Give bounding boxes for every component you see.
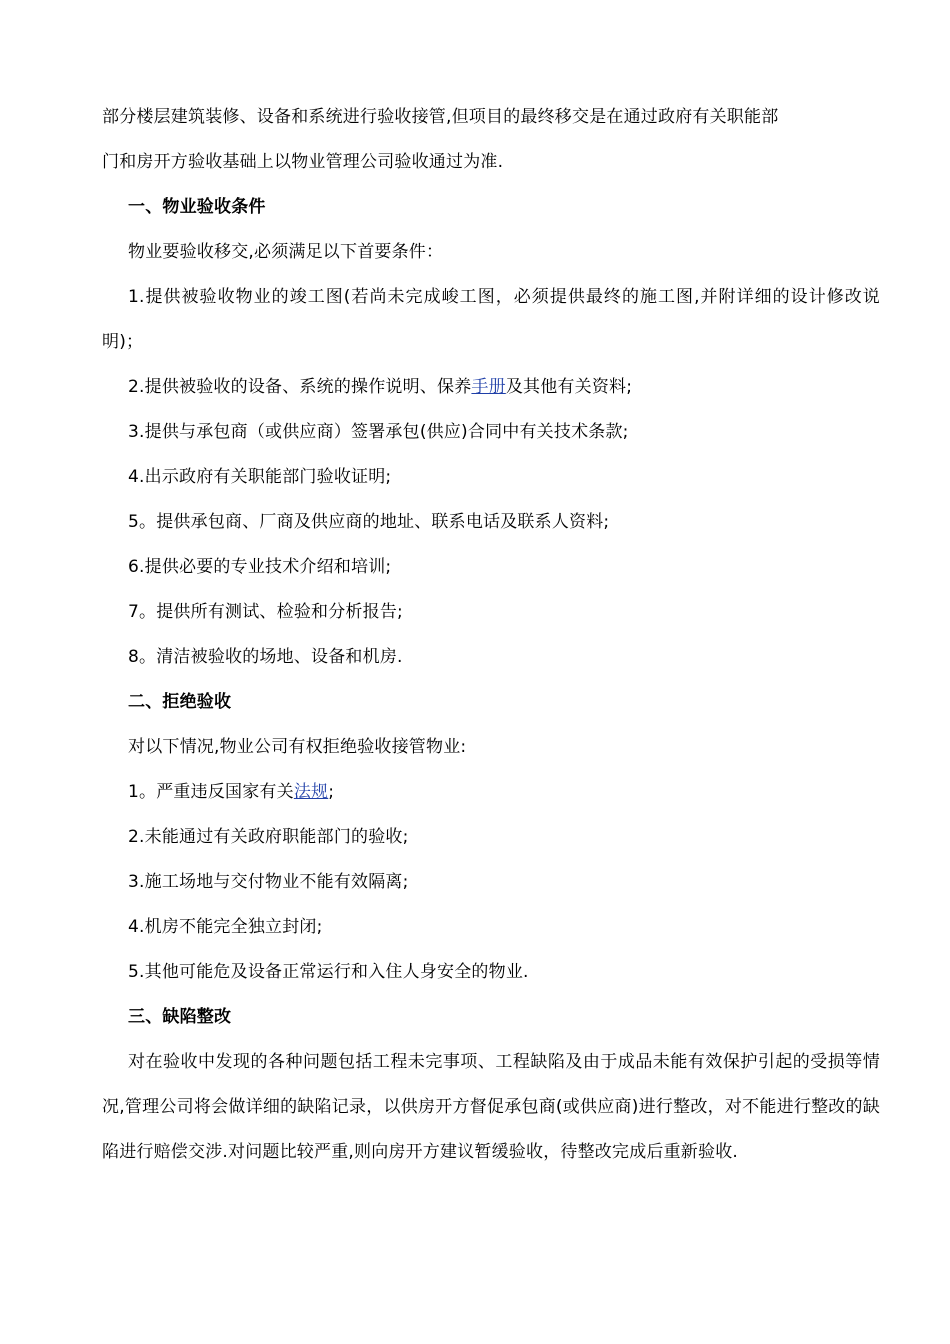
manual-link[interactable]: 手册	[471, 377, 506, 397]
section-1-heading: 一、物业验收条件	[128, 197, 266, 217]
section-1-lead: 物业要验收移交,必须满足以下首要条件：	[128, 242, 444, 262]
section-1-item-6: 6.提供必要的专业技术介绍和培训;	[128, 557, 392, 577]
section-1-item-2	[102, 365, 880, 410]
section-2-item-5: 5.其他可能危及设备正常运行和入住人身安全的物业.	[128, 962, 529, 982]
section-2-item-1-text-after: ;	[328, 782, 335, 802]
section-2-item-1-text-before: 1。严重违反国家有关	[128, 782, 294, 802]
section-1-item-5: 5。提供承包商、厂商及供应商的地址、联系电话及联系人资料;	[128, 512, 610, 532]
section-1-item-2-text-after: 及其他有关资料;	[505, 377, 633, 397]
section-2-item-4: 4.机房不能完全独立封闭;	[128, 917, 323, 937]
intro-line-2: 门和房开方验收基础上以物业管理公司验收通过为准.	[102, 152, 504, 172]
section-2-heading: 二、拒绝验收	[128, 692, 232, 712]
document-body	[102, 95, 880, 1175]
section-1-item-8: 8。清洁被验收的场地、设备和机房.	[128, 647, 403, 667]
section-3-paragraph: 对在验收中发现的各种问题包括工程未完事项、工程缺陷及由于成品未能有效保护引起的受损等情况,管理公司将会做详细的缺陷记录，以供房开方督促承包商(或供应商)进行整改，对不能进行整改的缺陷进行赔偿交涉.对问题比较严重,则向房开方建议暂缓验收，待整改完成后重新验收.	[102, 1052, 880, 1162]
section-1-item-2-text-before: 2.提供被验收的设备、系统的操作说明、保养	[128, 377, 472, 397]
section-2-item-1	[102, 770, 880, 815]
section-3-heading: 三、缺陷整改	[128, 1007, 232, 1027]
intro-line-1: 部分楼层建筑装修、设备和系统进行验收接管,但项目的最终移交是在通过政府有关职能部	[102, 107, 779, 127]
section-2-item-3: 3.施工场地与交付物业不能有效隔离;	[128, 872, 409, 892]
section-2-lead: 对以下情况,物业公司有权拒绝验收接管物业:	[128, 737, 467, 757]
section-1-item-3: 3.提供与承包商（或供应商）签署承包(供应)合同中有关技术条款;	[128, 422, 629, 442]
section-2-item-2: 2.未能通过有关政府职能部门的验收;	[128, 827, 409, 847]
section-1-item-7: 7。提供所有测试、检验和分析报告;	[128, 602, 403, 622]
regulations-link[interactable]: 法规	[293, 782, 329, 802]
section-1-item-4: 4.出示政府有关职能部门验收证明;	[128, 467, 392, 487]
section-1-item-1: 1.提供被验收物业的竣工图(若尚未完成峻工图，必须提供最终的施工图,并附详细的设计修改说明)；	[102, 287, 880, 352]
